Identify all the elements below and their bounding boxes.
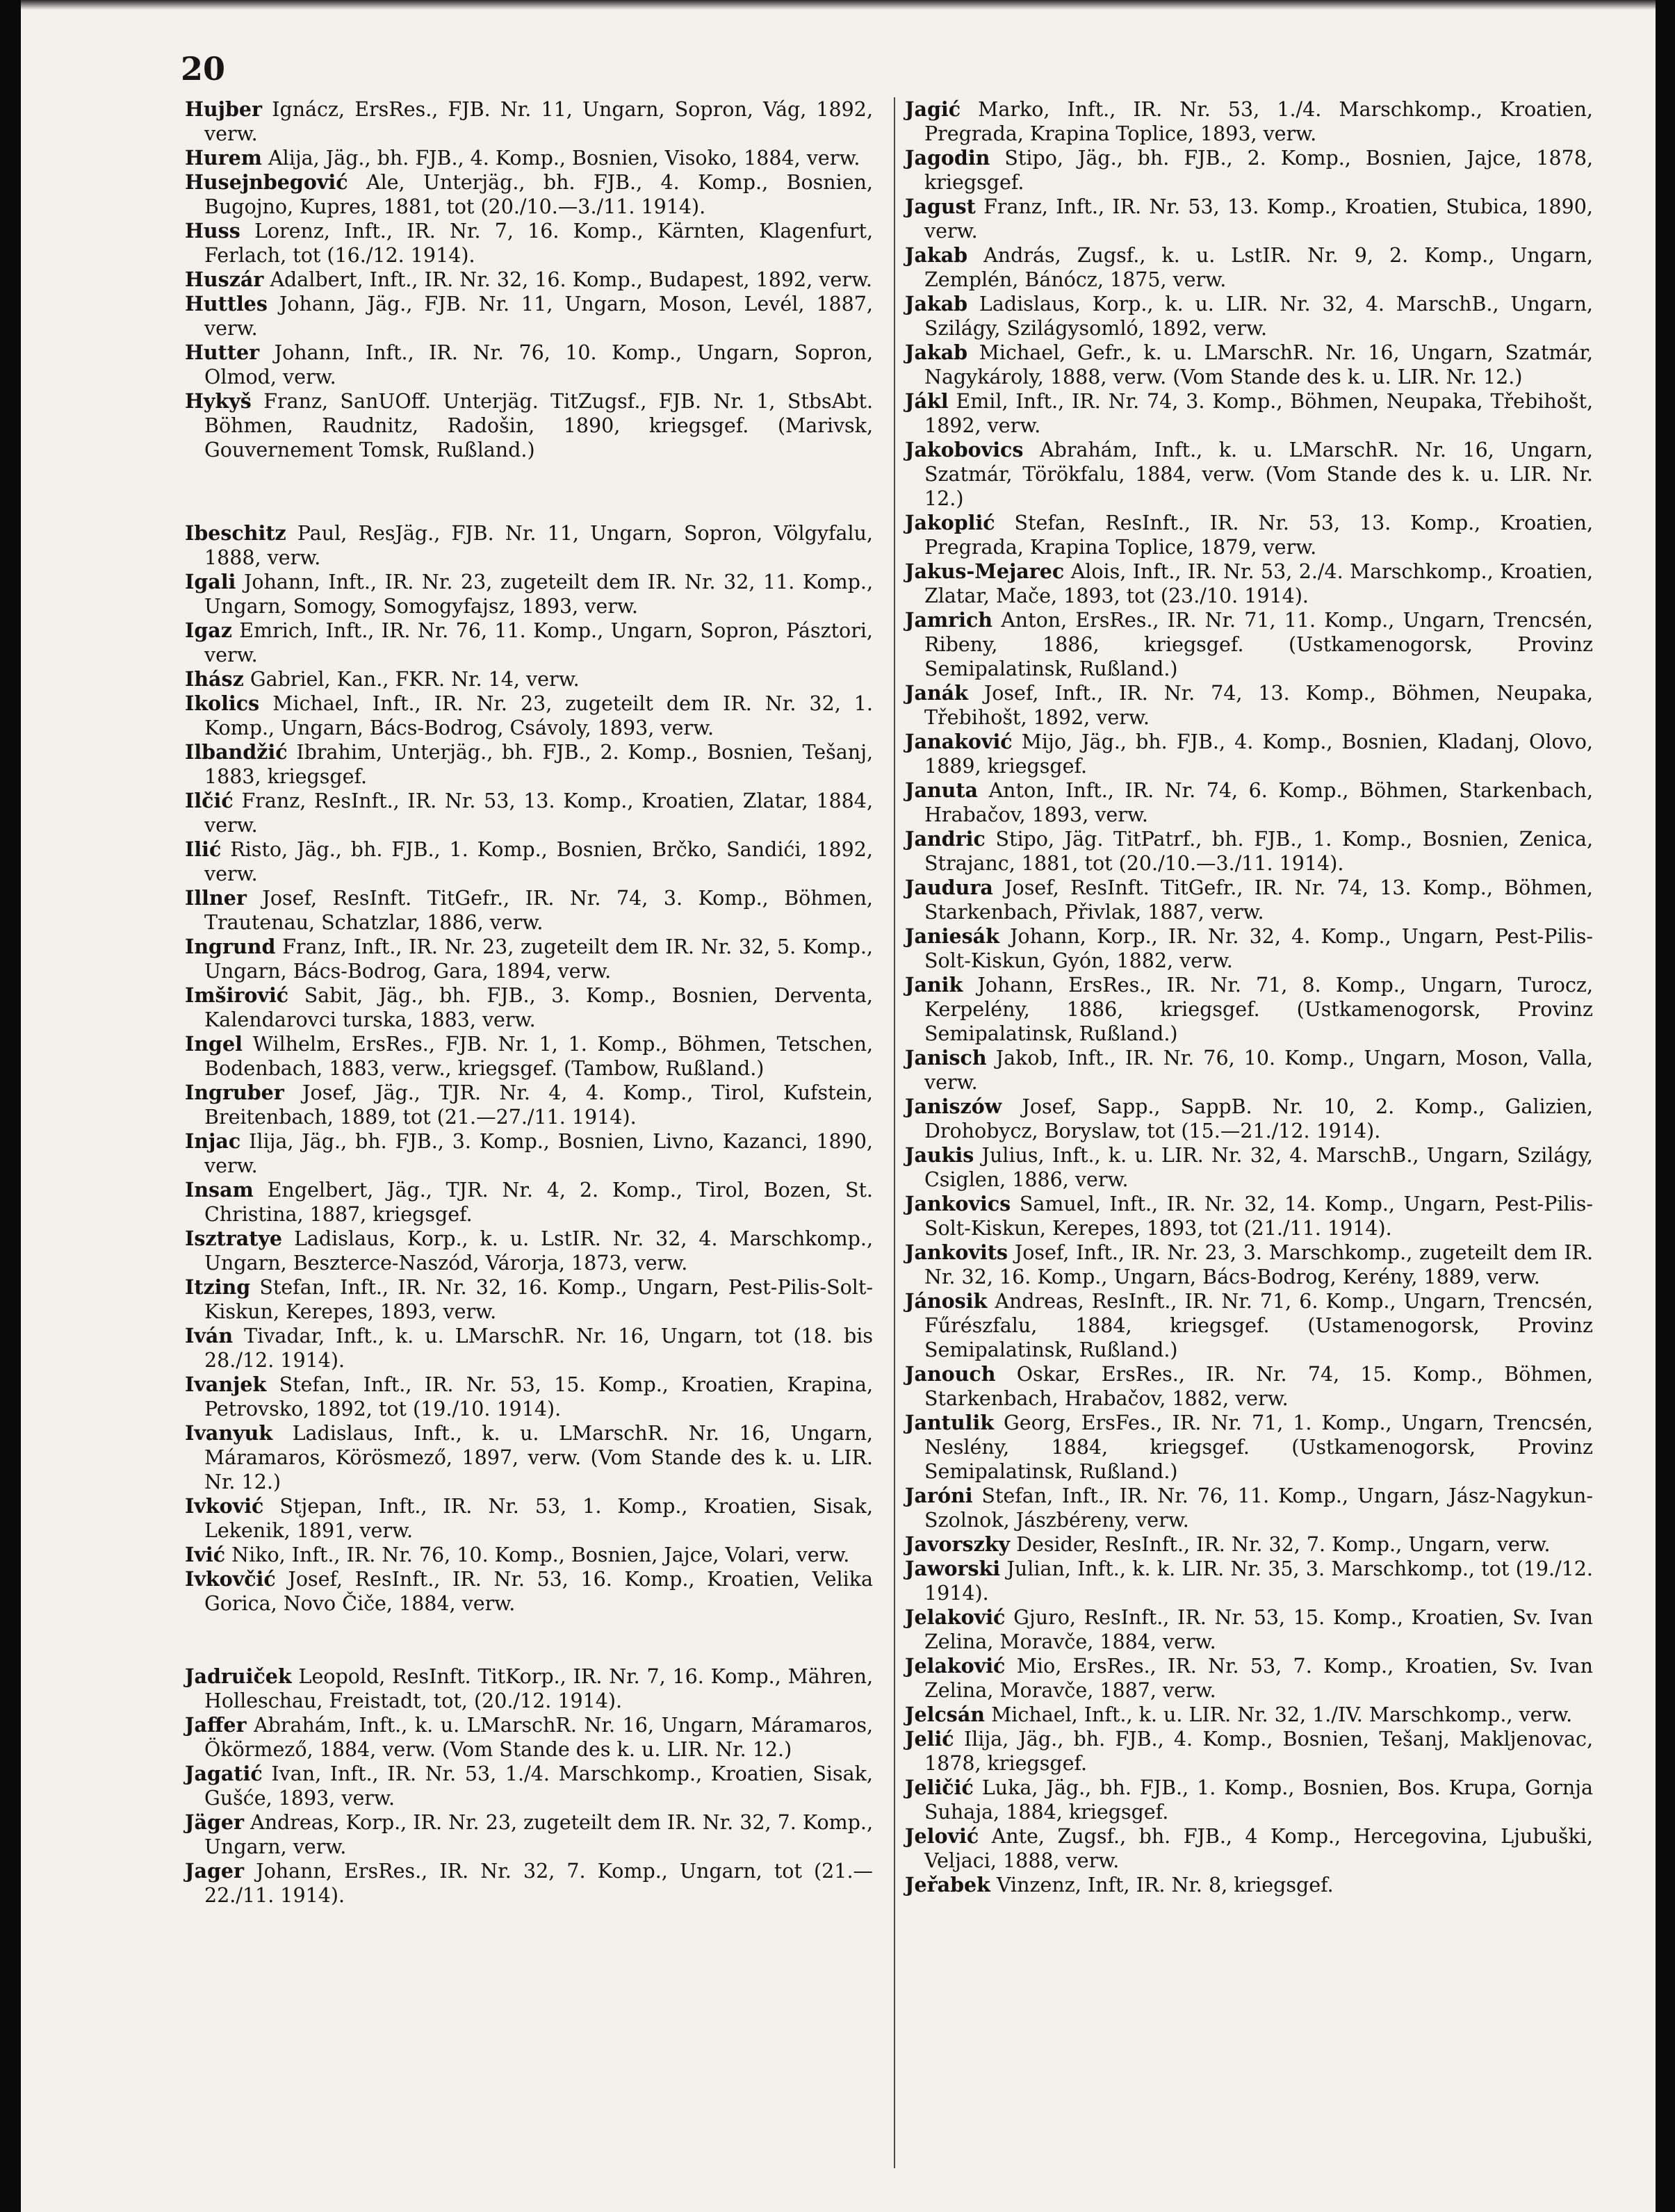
entry-details: Ignácz, ErsRes., FJB. Nr. 11, Ungarn, Sopron, Vág, 1892, verw. (204, 98, 874, 145)
right-column (905, 97, 1593, 1897)
entry-surname: Hykyš (185, 389, 252, 413)
entry-details: Stefan, Inft., IR. Nr. 53, 15. Komp., Kroatien, Krapina, Petrovsko, 1892, tot (19./10. 1914). (204, 1373, 874, 1420)
register-entry (185, 691, 873, 740)
entry-details: Franz, SanUOff. Unterjäg. TitZugsf., FJB. Nr. 1, StbsAbt. Böhmen, Raudnitz, Radošin, 1890, kriegsgef. (Marivsk, Gouvernement Tomsk, Rußland.) (204, 390, 874, 461)
register-entry (185, 1762, 873, 1810)
entry-surname: Jagodin (905, 146, 990, 170)
register-entry (185, 1543, 873, 1567)
entry-surname: Jagić (905, 97, 961, 121)
register-entry (185, 1664, 873, 1713)
entry-surname: Ingel (185, 1032, 243, 1056)
register-entry (905, 1605, 1593, 1654)
entry-surname: Javorszky (905, 1532, 1011, 1556)
entry-surname: Janaković (905, 730, 1013, 753)
entry-details: Julian, Inft., k. k. LIR. Nr. 35, 3. Marschkomp., tot (19./12. 1914). (924, 1557, 1593, 1605)
register-entry (905, 730, 1593, 778)
entry-surname: Jelić (905, 1727, 954, 1751)
entry-details: Gabriel, Kan., FKR. Nr. 14, verw. (250, 668, 580, 691)
entry-details: Luka, Jäg., bh. FJB., 1. Komp., Bosnien, Bos. Krupa, Gornja Suhaja, 1884, kriegsgef. (924, 1776, 1593, 1824)
register-entry (185, 1859, 873, 1908)
entry-details: Franz, Inft., IR. Nr. 23, zugeteilt dem IR. Nr. 32, 5. Komp., Ungarn, Bács-Bodrog, Gara, 1894, verw. (204, 935, 873, 983)
register-entry (185, 667, 873, 691)
entry-surname: Ivkovčić (185, 1567, 276, 1591)
register-entry (905, 559, 1593, 608)
register-entry (905, 1727, 1593, 1776)
entry-surname: Janik (905, 973, 963, 997)
entry-details: Tivadar, Inft., k. u. LMarschR. Nr. 16, Ungarn, tot (18. bis 28./12. 1914). (204, 1325, 873, 1372)
register-entry (905, 1654, 1593, 1703)
register-entry (905, 1289, 1593, 1362)
register-entry (185, 983, 873, 1032)
entry-details: Josef, ResInft. TitGefr., IR. Nr. 74, 13. Komp., Böhmen, Starkenbach, Přivlak, 1887, verw. (924, 876, 1593, 924)
entry-surname: Jelcsán (905, 1703, 986, 1726)
document-page (21, 0, 1656, 2212)
entry-surname: Jeličić (905, 1776, 974, 1799)
entry-surname: Isztratye (185, 1227, 283, 1250)
entry-surname: Hurem (185, 146, 262, 170)
register-entry (185, 1713, 873, 1762)
entry-surname: Ivić (185, 1543, 226, 1566)
register-entry (905, 973, 1593, 1046)
register-entry (905, 1484, 1593, 1532)
register-entry (905, 195, 1593, 243)
entry-surname: Ibeschitz (185, 521, 286, 545)
register-entry (185, 1081, 873, 1129)
register-entry (905, 341, 1593, 389)
entry-details: Andreas, Korp., IR. Nr. 23, zugeteilt dem IR. Nr. 32, 7. Komp., Ungarn, verw. (204, 1811, 873, 1858)
entry-surname: Jadruiček (185, 1664, 292, 1688)
register-entry (185, 618, 873, 667)
register-entry (905, 1143, 1593, 1192)
entry-surname: Ihász (185, 667, 244, 691)
entry-details: Georg, ErsFes., IR. Nr. 71, 1. Komp., Ungarn, Trencsén, Neslény, 1884, kriegsgef. (Ustkamenogorsk, Provinz Semipalatinsk, Rußland.) (924, 1411, 1593, 1483)
entry-surname: Hujber (185, 97, 263, 121)
entry-surname: Jaffer (185, 1713, 247, 1737)
entry-surname: Ingrund (185, 935, 276, 958)
entry-details: Stjepan, Inft., IR. Nr. 53, 1. Komp., Kroatien, Sisak, Lekenik, 1891, verw. (204, 1495, 874, 1542)
entry-surname: Husejnbegović (185, 170, 348, 194)
entry-details: Emrich, Inft., IR. Nr. 76, 11. Komp., Ungarn, Sopron, Pásztori, verw. (204, 619, 873, 666)
entry-surname: Jankovics (905, 1192, 1011, 1215)
entry-details: Abrahám, Inft., k. u. LMarschR. Nr. 16, Ungarn, Máramaros, Ökörmező, 1884, verw. (Vom Stande des k. u. LIR. Nr. 12.) (204, 1714, 874, 1761)
page-number: 20 (181, 50, 226, 88)
register-entry (905, 1411, 1593, 1484)
register-entry (185, 935, 873, 983)
entry-details: Josef, ResInft. TitGefr., IR. Nr. 74, 3. Komp., Böhmen, Trautenau, Schatzlar, 1886, verw. (204, 887, 873, 934)
entry-details: Josef, Inft., IR. Nr. 74, 13. Komp., Böhmen, Neupaka, Třebihošt, 1892, verw. (924, 682, 1593, 729)
entry-surname: Igaz (185, 618, 232, 642)
entry-details: Desider, ResInft., IR. Nr. 32, 7. Komp., Ungarn, verw. (1016, 1533, 1551, 1556)
register-entry (185, 1227, 873, 1275)
entry-details: Abrahám, Inft., k. u. LMarschR. Nr. 16, Ungarn, Szatmár, Törökfalu, 1884, verw. (Vom Stande des k. u. LIR. Nr. 12.) (924, 439, 1593, 510)
entry-details: Josef, Jäg., TJR. Nr. 4, 4. Komp., Tirol, Kufstein, Breitenbach, 1889, tot (21.—27./11. 1914). (204, 1081, 873, 1129)
entry-details: Ivan, Inft., IR. Nr. 53, 1./4. Marschkomp., Kroatien, Sisak, Gušće, 1893, verw. (204, 1762, 873, 1810)
register-entry (905, 924, 1593, 973)
entry-surname: Itzing (185, 1275, 251, 1299)
register-entry (905, 876, 1593, 924)
entry-details: Sabit, Jäg., bh. FJB., 3. Komp., Bosnien, Derventa, Kalendarovci turska, 1883, verw. (204, 984, 873, 1031)
entry-surname: Jakab (905, 243, 968, 267)
register-entry (905, 1192, 1593, 1240)
register-entry (905, 1532, 1593, 1557)
register-entry (185, 268, 873, 292)
entry-surname: Jelaković (905, 1605, 1006, 1629)
register-entry (185, 1275, 873, 1324)
register-entry (185, 146, 873, 170)
entry-details: Johann, Korp., IR. Nr. 32, 4. Komp., Ungarn, Pest-Pilis-Solt-Kiskun, Gyón, 1882, verw. (924, 925, 1593, 972)
entry-details: Johann, Inft., IR. Nr. 76, 10. Komp., Ungarn, Sopron, Olmod, verw. (204, 341, 874, 388)
register-entry (905, 1824, 1593, 1873)
entry-details: Anton, ErsRes., IR. Nr. 71, 11. Komp., Ungarn, Trencsén, Ribeny, 1886, kriegsgef. (Ustkamenogorsk, Provinz Semipalatinsk, Rußland.) (924, 609, 1593, 680)
entry-details: Johann, ErsRes., IR. Nr. 32, 7. Komp., Ungarn, tot (21.—22./11. 1914). (204, 1860, 873, 1907)
entry-details: Anton, Inft., IR. Nr. 74, 6. Komp., Böhmen, Starkenbach, Hrabačov, 1893, verw. (924, 779, 1594, 826)
entry-details: Samuel, Inft., IR. Nr. 32, 14. Komp., Ungarn, Pest-Pilis-Solt-Kiskun, Kerepes, 1893, tot (21./11. 1914). (924, 1193, 1594, 1240)
register-entry (185, 1324, 873, 1373)
entry-details: András, Zugsf., k. u. LstIR. Nr. 9, 2. Komp., Ungarn, Zemplén, Bánócz, 1875, verw. (924, 244, 1593, 291)
entry-surname: Hutter (185, 341, 260, 364)
entry-surname: Janiszów (905, 1095, 1002, 1118)
register-entry (905, 1776, 1593, 1824)
scan-edge (21, 0, 1656, 10)
register-entry (185, 1494, 873, 1543)
register-entry (905, 1046, 1593, 1095)
entry-details: Adalbert, Inft., IR. Nr. 32, 16. Komp., Budapest, 1892, verw. (270, 268, 872, 291)
entry-surname: Ilić (185, 837, 222, 861)
register-entry (185, 570, 873, 618)
entry-details: Josef, Sapp., SappB. Nr. 10, 2. Komp., Galizien, Drohobycz, Boryslaw, tot (15.—21./12. 1914). (924, 1095, 1593, 1142)
register-entry (185, 97, 873, 146)
entry-surname: Iván (185, 1324, 234, 1347)
entry-surname: Janouch (905, 1362, 996, 1386)
letter-group-gap (185, 1616, 873, 1664)
entry-details: Jakob, Inft., IR. Nr. 76, 10. Komp., Ungarn, Moson, Valla, verw. (924, 1047, 1593, 1094)
register-entry (185, 170, 873, 219)
register-entry (905, 608, 1593, 681)
letter-group-gap (185, 462, 873, 521)
entry-surname: Jakoplić (905, 511, 995, 534)
entry-surname: Jakab (905, 341, 968, 364)
entry-surname: Jánosik (905, 1289, 988, 1313)
entry-details: Ladislaus, Korp., k. u. LIR. Nr. 32, 4. MarschB., Ungarn, Szilágy, Szilágysomló, 1892, verw. (924, 293, 1593, 340)
register-entry (185, 837, 873, 886)
entry-details: Josef, ResInft., IR. Nr. 53, 16. Komp., Kroatien, Velika Gorica, Novo Čiče, 1884, verw. (204, 1568, 873, 1615)
entry-surname: Ivanjek (185, 1373, 267, 1396)
register-entry (905, 1095, 1593, 1143)
entry-details: Ladislaus, Inft., k. u. LMarschR. Nr. 16, Ungarn, Máramaros, Körösmező, 1897, verw. (Vom Stande des k. u. LIR. Nr. 12.) (204, 1422, 873, 1493)
entry-details: Stipo, Jäg., bh. FJB., 2. Komp., Bosnien, Jajce, 1878, kriegsgef. (924, 147, 1594, 194)
entry-surname: Janiesák (905, 924, 999, 948)
register-entry (185, 1567, 873, 1616)
entry-surname: Ingruber (185, 1081, 284, 1104)
register-entry (905, 1362, 1593, 1411)
register-entry (185, 886, 873, 935)
entry-details: Ante, Zugsf., bh. FJB., 4 Komp., Hercegovina, Ljubuški, Veljaci, 1888, verw. (924, 1825, 1593, 1872)
register-entry (905, 1557, 1593, 1605)
entry-details: Ladislaus, Korp., k. u. LstIR. Nr. 32, 4. Marschkomp., Ungarn, Beszterce-Naszód, Várorja, 1873, verw. (204, 1227, 873, 1275)
register-entry (905, 97, 1593, 146)
entry-surname: Jaworski (905, 1557, 1001, 1580)
entry-surname: Jantulik (905, 1411, 994, 1434)
register-entry (905, 1873, 1593, 1897)
entry-details: Josef, Inft., IR. Nr. 23, 3. Marschkomp., zugeteilt dem IR. Nr. 32, 16. Komp., Ungarn, Bács-Bodrog, Kerény, 1889, verw. (924, 1241, 1594, 1288)
entry-details: Leopold, ResInft. TitKorp., IR. Nr. 7, 16. Komp., Mähren, Holleschau, Freistadt, tot, (20./12. 1914). (204, 1665, 874, 1712)
entry-details: Johann, Jäg., FJB. Nr. 11, Ungarn, Moson, Levél, 1887, verw. (204, 293, 873, 340)
entry-details: Michael, Inft., IR. Nr. 23, zugeteilt dem IR. Nr. 32, 1. Komp., Ungarn, Bács-Bodrog, Csávoly, 1893, verw. (204, 692, 873, 739)
register-entry (905, 243, 1593, 292)
entry-details: Ilija, Jäg., bh. FJB., 4. Komp., Bosnien, Tešanj, Makljenovac, 1878, kriegsgef. (924, 1728, 1594, 1775)
entry-details: Michael, Inft., k. u. LIR. Nr. 32, 1./IV. Marschkomp., verw. (991, 1703, 1573, 1726)
register-entry (905, 1240, 1593, 1289)
register-entry (185, 389, 873, 462)
register-entry (905, 681, 1593, 730)
entry-surname: Huss (185, 219, 240, 243)
register-entry (905, 438, 1593, 511)
left-column (185, 97, 873, 1908)
entry-details: Niko, Inft., IR. Nr. 76, 10. Komp., Bosnien, Jajce, Volari, verw. (231, 1543, 850, 1566)
register-entry (905, 292, 1593, 341)
entry-details: Andreas, ResInft., IR. Nr. 71, 6. Komp., Ungarn, Trencsén, Fűrészfalu, 1884, kriegsgef. (Ustamenogorsk, Provinz Semipalatinsk, Rußland.) (924, 1290, 1594, 1361)
register-entry (185, 740, 873, 789)
entry-surname: Insam (185, 1178, 254, 1202)
entry-details: Engelbert, Jäg., TJR. Nr. 4, 2. Komp., Tirol, Bozen, St. Christina, 1887, kriegsgef. (204, 1179, 873, 1226)
entry-details: Ibrahim, Unterjäg., bh. FJB., 2. Komp., Bosnien, Tešanj, 1883, kriegsgef. (204, 741, 873, 788)
entry-details: Stefan, Inft., IR. Nr. 76, 11. Komp., Ungarn, Jász-Nagykun-Szolnok, Jászbéreny, verw. (924, 1484, 1593, 1532)
entry-surname: Jamrich (905, 608, 993, 632)
entry-surname: Jeřabek (905, 1873, 990, 1896)
entry-details: Alois, Inft., IR. Nr. 53, 2./4. Marschkomp., Kroatien, Zlatar, Mače, 1893, tot (23./10. 1914). (924, 560, 1593, 607)
entry-surname: Huszár (185, 268, 264, 291)
register-entry (905, 511, 1593, 559)
entry-details: Vinzenz, Inft, IR. Nr. 8, kriegsgef. (996, 1874, 1334, 1896)
entry-details: Michael, Gefr., k. u. LMarschR. Nr. 16, Ungarn, Szatmár, Nagykároly, 1888, verw. (Vom Stande des k. u. LIR. Nr. 12.) (924, 341, 1594, 388)
register-entry (905, 1703, 1593, 1727)
column-rule (894, 97, 895, 2168)
entry-surname: Jakus-Mejarec (905, 559, 1065, 583)
entry-surname: Jandric (905, 827, 986, 851)
entry-surname: Ivanyuk (185, 1421, 273, 1445)
entry-details: Emil, Inft., IR. Nr. 74, 3. Komp., Böhmen, Neupaka, Třebihošt, 1892, verw. (924, 390, 1594, 437)
entry-details: Franz, Inft., IR. Nr. 53, 13. Komp., Kroatien, Stubica, 1890, verw. (924, 195, 1593, 243)
register-entry (185, 789, 873, 837)
entry-details: Wilhelm, ErsRes., FJB. Nr. 1, 1. Komp., Böhmen, Tetschen, Bodenbach, 1883, verw., kriegsgef. (Tambow, Rußland.) (204, 1033, 874, 1080)
entry-details: Lorenz, Inft., IR. Nr. 7, 16. Komp., Kärnten, Klagenfurt, Ferlach, tot (16./12. 1914). (204, 220, 874, 267)
register-entry (905, 827, 1593, 876)
register-entry (185, 521, 873, 570)
entry-details: Ilija, Jäg., bh. FJB., 3. Komp., Bosnien, Livno, Kazanci, 1890, verw. (204, 1130, 873, 1177)
entry-surname: Imširović (185, 983, 289, 1007)
entry-surname: Jelović (905, 1824, 979, 1848)
entry-surname: Jaukis (905, 1143, 974, 1167)
entry-details: Risto, Jäg., bh. FJB., 1. Komp., Bosnien, Brčko, Sandići, 1892, verw. (204, 838, 873, 885)
register-entry (185, 1032, 873, 1081)
register-entry (185, 292, 873, 341)
entry-surname: Jagatić (185, 1762, 263, 1785)
entry-details: Stefan, Inft., IR. Nr. 32, 16. Komp., Ungarn, Pest-Pilis-Solt-Kiskun, Kerepes, 1893, verw. (204, 1276, 873, 1323)
entry-details: Gjuro, ResInft., IR. Nr. 53, 15. Komp., Kroatien, Sv. Ivan Zelina, Moravče, 1884, verw. (924, 1606, 1593, 1653)
entry-surname: Igali (185, 570, 236, 593)
entry-details: Franz, ResInft., IR. Nr. 53, 13. Komp., Kroatien, Zlatar, 1884, verw. (204, 789, 874, 837)
entry-details: Johann, Inft., IR. Nr. 23, zugeteilt dem IR. Nr. 32, 11. Komp., Ungarn, Somogy, Somogyfajsz, 1893, verw. (204, 571, 874, 618)
register-entry (185, 1810, 873, 1859)
entry-surname: Jaróni (905, 1484, 973, 1507)
entry-surname: Ivković (185, 1494, 264, 1518)
entry-surname: Jákl (905, 389, 949, 413)
register-entry (905, 778, 1593, 827)
entry-surname: Jakab (905, 292, 968, 316)
entry-surname: Ilčić (185, 789, 234, 812)
entry-surname: Janisch (905, 1046, 987, 1070)
register-entry (185, 1178, 873, 1227)
entry-details: Oskar, ErsRes., IR. Nr. 74, 15. Komp., Böhmen, Starkenbach, Hrabačov, 1882, verw. (924, 1363, 1593, 1410)
register-entry (185, 341, 873, 389)
entry-surname: Ikolics (185, 691, 260, 715)
entry-surname: Ilbandžić (185, 740, 288, 764)
entry-details: Stipo, Jäg. TitPatrf., bh. FJB., 1. Komp., Bosnien, Zenica, Strajanc, 1881, tot (20./10.—3./11. 1914). (924, 828, 1594, 875)
register-entry (905, 146, 1593, 195)
entry-surname: Injac (185, 1129, 241, 1153)
register-entry (905, 389, 1593, 438)
entry-surname: Jagust (905, 195, 976, 218)
entry-surname: Jakobovics (905, 438, 1024, 461)
entry-details: Paul, ResJäg., FJB. Nr. 11, Ungarn, Sopron, Völgyfalu, 1888, verw. (204, 522, 873, 569)
entry-surname: Januta (905, 778, 979, 802)
entry-details: Marko, Inft., IR. Nr. 53, 1./4. Marschkomp., Kroatien, Pregrada, Krapina Toplice, 1893, verw. (924, 98, 1593, 145)
register-entry (185, 1373, 873, 1421)
entry-details: Johann, ErsRes., IR. Nr. 71, 8. Komp., Ungarn, Turocz, Kerpelény, 1886, kriegsgef. (Ustkamenogorsk, Provinz Semipalatinsk, Rußland.) (924, 974, 1593, 1045)
entry-surname: Jaudura (905, 876, 993, 899)
entry-details: Alija, Jäg., bh. FJB., 4. Komp., Bosnien, Visoko, 1884, verw. (268, 147, 860, 170)
entry-surname: Jäger (185, 1810, 245, 1834)
entry-details: Stefan, ResInft., IR. Nr. 53, 13. Komp., Kroatien, Pregrada, Krapina Toplice, 1879, verw. (924, 511, 1594, 559)
entry-surname: Jelaković (905, 1654, 1006, 1678)
entry-details: Mio, ErsRes., IR. Nr. 53, 7. Komp., Kroatien, Sv. Ivan Zelina, Moravče, 1887, verw. (924, 1655, 1594, 1702)
entry-details: Mijo, Jäg., bh. FJB., 4. Komp., Bosnien, Kladanj, Olovo, 1889, kriegsgef. (924, 730, 1593, 778)
register-entry (185, 219, 873, 268)
entry-details: Julius, Inft., k. u. LIR. Nr. 32, 4. MarschB., Ungarn, Szilágy, Csiglen, 1886, verw. (924, 1144, 1593, 1191)
entry-surname: Jager (185, 1859, 245, 1883)
register-entry (185, 1421, 873, 1494)
entry-surname: Jankovits (905, 1240, 1008, 1264)
entry-surname: Janák (905, 681, 968, 705)
entry-surname: Huttles (185, 292, 268, 316)
entry-surname: Illner (185, 886, 247, 910)
register-entry (185, 1129, 873, 1178)
entry-details: Ale, Unterjäg., bh. FJB., 4. Komp., Bosnien, Bugojno, Kupres, 1881, tot (20./10.—3./11. 1914). (204, 171, 873, 218)
